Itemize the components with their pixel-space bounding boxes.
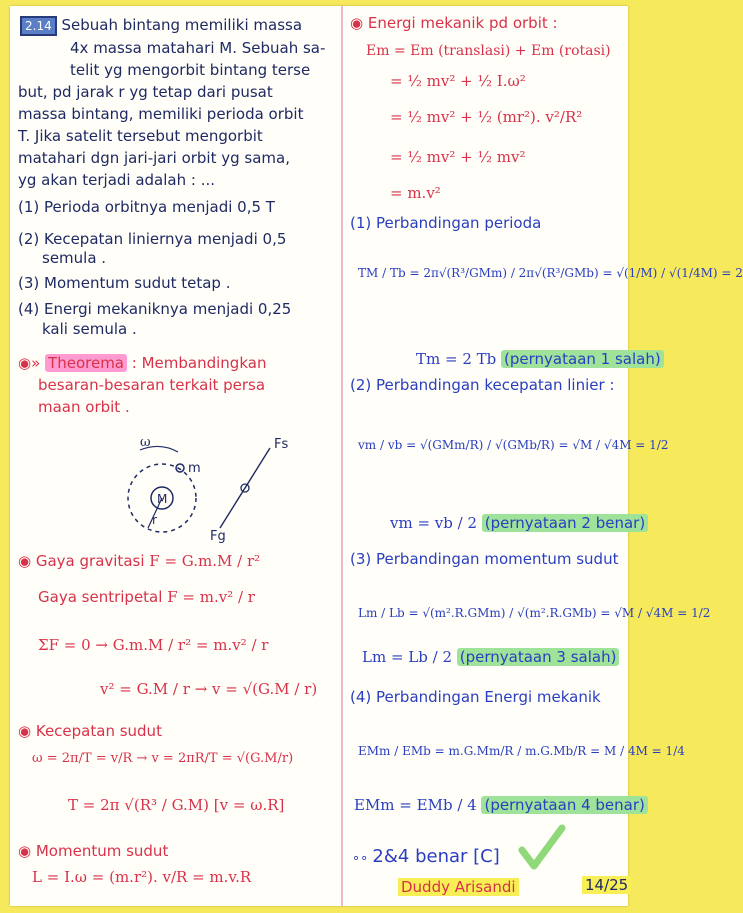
theory-line-3: maan orbit . xyxy=(38,398,130,416)
p4-result-line: EMm = EMb / 4 (pernyataan 4 benar) xyxy=(354,796,648,814)
author-name: Duddy Arisandi xyxy=(398,878,519,896)
centripetal-line: Gaya sentripetal F = m.v² / r xyxy=(38,588,255,606)
energy-line-4: = ½ mv² + ½ mv² xyxy=(390,148,526,166)
satellite-circle xyxy=(176,464,184,472)
velocity-eq: v² = G.M / r → v = √(G.M / r) xyxy=(100,680,318,698)
M-label: M xyxy=(157,492,168,506)
momentum-label: ◉ Momentum sudut xyxy=(18,842,169,860)
checkmark-icon xyxy=(516,822,566,872)
column-divider xyxy=(341,6,343,906)
problem-line-1: 2.14 Sebuah bintang memiliki massa xyxy=(20,16,302,35)
p2-verdict: (pernyataan 2 benar) xyxy=(482,514,648,532)
problem-line-5: massa bintang, memiliki perioda orbit xyxy=(18,105,304,123)
author-line xyxy=(398,878,519,896)
p3-heading: (3) Perbandingan momentum sudut xyxy=(350,550,619,568)
page-number-line xyxy=(582,876,631,894)
problem-line-7: matahari dgn jari-jari orbit yg sama, xyxy=(18,149,290,167)
problem-line-4: but, pd jarak r yg tetap dari pusat xyxy=(18,83,273,101)
orbit-diagram xyxy=(100,424,320,542)
answer-line: ∘∘ 2&4 benar [C] xyxy=(352,846,500,867)
option-4: (4) Energi mekaniknya menjadi 0,25 xyxy=(18,300,292,318)
momentum-eq: L = I.ω = (m.r²). v/R = m.v.R xyxy=(32,868,252,886)
Fs-label: Fs xyxy=(274,437,289,452)
bullet-icon: ◉» xyxy=(18,354,41,372)
problem-number-badge: 2.14 xyxy=(20,16,57,36)
problem-line-3: telit yg mengorbit bintang terse xyxy=(70,61,311,79)
Fg-label: Fg xyxy=(210,529,226,544)
centripetal-eq: F = m.v² / r xyxy=(167,588,255,606)
omega-label: ω xyxy=(140,435,151,450)
gravity-line: ◉ Gaya gravitasi F = G.m.M / r² xyxy=(18,552,261,570)
option-4-cont: kali semula . xyxy=(42,320,137,338)
sum-force-eq: ΣF = 0 → G.m.M / r² = m.v² / r xyxy=(38,636,269,654)
left-column xyxy=(10,6,339,906)
energy-line-2: = ½ mv² + ½ I.ω² xyxy=(390,72,526,90)
p3-eq: Lm / Lb = √(m².R.GMm) / √(m².R.GMb) = √M / √4M = 1/2 xyxy=(358,606,711,620)
energy-line-5: = m.v² xyxy=(390,184,441,202)
p3-verdict: (pernyataan 3 salah) xyxy=(457,648,620,666)
p2-heading: (2) Perbandingan kecepatan linier : xyxy=(350,376,615,394)
energy-line-1: Em = Em (translasi) + Em (rotasi) xyxy=(366,43,611,59)
p3-result-line: Lm = Lb / 2 (pernyataan 3 salah) xyxy=(362,648,619,666)
p2-eq: vm / vb = √(GMm/R) / √(GMb/R) = √M / √4M = 1/2 xyxy=(358,438,669,452)
r-label: r xyxy=(152,513,157,527)
force-line xyxy=(220,448,270,528)
energy-line-3: = ½ mv² + ½ (mr²). v²/R² xyxy=(390,108,583,126)
theory-heading-line: ◉» Theorema : Membandingkan xyxy=(18,354,267,372)
page-number: 14/25 xyxy=(582,876,631,894)
p4-verdict: (pernyataan 4 benar) xyxy=(481,796,647,814)
notebook-page xyxy=(10,6,743,906)
p4-eq: EMm / EMb = m.G.Mm/R / m.G.Mb/R = M / 4M = 1/4 xyxy=(358,744,685,758)
option-2: (2) Kecepatan liniernya menjadi 0,5 xyxy=(18,230,287,248)
option-3: (3) Momentum sudut tetap . xyxy=(18,274,231,292)
gravity-eq: F = G.m.M / r² xyxy=(149,552,261,570)
option-1: (1) Perioda orbitnya menjadi 0,5 T xyxy=(18,198,275,216)
theory-heading: Theorema xyxy=(45,354,127,372)
p1-verdict: (pernyataan 1 salah) xyxy=(501,350,664,368)
problem-line-8: yg akan terjadi adalah : ... xyxy=(18,171,216,189)
p1-eq: TM / Tb = 2π√(R³/GMm) / 2π√(R³/GMb) = √(1/M) / √(1/4M) = 2 xyxy=(358,266,743,280)
final-answer: 2&4 benar [C] xyxy=(372,846,500,867)
option-2-cont: semula . xyxy=(42,249,107,267)
problem-line-2: 4x massa matahari M. Sebuah sa- xyxy=(70,39,326,57)
p2-result-line: vm = vb / 2 (pernyataan 2 benar) xyxy=(390,514,648,532)
right-column xyxy=(346,6,743,906)
period-eq: T = 2π √(R³ / G.M) [v = ω.R] xyxy=(68,796,285,814)
p1-heading: (1) Perbandingan perioda xyxy=(350,214,542,232)
p1-result-line: Tm = 2 Tb (pernyataan 1 salah) xyxy=(416,350,664,368)
p4-heading: (4) Perbandingan Energi mekanik xyxy=(350,688,601,706)
angular-velocity-eq: ω = 2π/T = v/R → v = 2πR/T = √(G.M/r) xyxy=(32,751,294,766)
angular-velocity-label: ◉ Kecepatan sudut xyxy=(18,722,162,740)
m-label: m xyxy=(188,461,201,476)
theory-line-2: besaran-besaran terkait persa xyxy=(38,376,266,394)
energy-heading: ◉ Energi mekanik pd orbit : xyxy=(350,14,558,32)
problem-line-6: T. Jika satelit tersebut mengorbit xyxy=(18,127,263,145)
